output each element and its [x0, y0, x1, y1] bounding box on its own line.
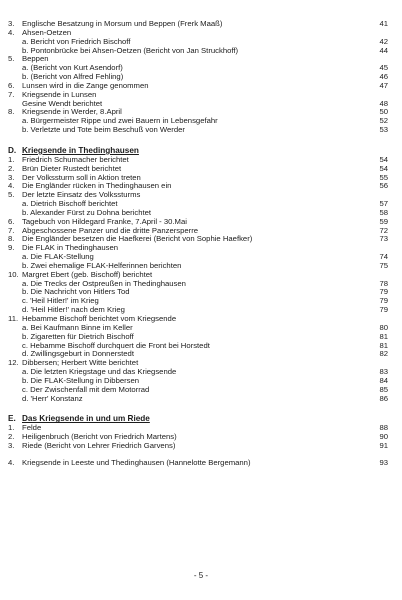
toc-entry-title: Riede (Bericht von Lehrer Friedrich Garvens)	[22, 440, 176, 450]
toc-entry-page: 79	[379, 305, 388, 315]
toc-entry-number: 6.	[8, 80, 15, 90]
toc-entry-title: Lunsen wird in die Zange genommen	[22, 80, 149, 90]
toc-entry-page: 42	[379, 36, 388, 46]
toc-section-heading	[8, 415, 392, 424]
toc-entry-title: a. Die Trecks der Ostpreußen in Thedinghausen	[22, 278, 186, 288]
toc-entry-title: b. Alexander Fürst zu Dohna berichtet	[22, 207, 152, 217]
toc-entry-page: 45	[379, 63, 388, 73]
toc-entry-page: 54	[379, 154, 388, 164]
toc-entry	[8, 459, 392, 468]
toc-entry-title: b. Die FLAK-Stellung in Dibbersen	[22, 375, 140, 385]
toc-entry-title: b. Pontonbrücke bei Ahsen-Oetzen (Bericht von Jan Struckhoff)	[22, 45, 239, 55]
toc-entry-title: b. Zwei ehemalige FLAK-Helferinnen berichten	[22, 260, 182, 270]
toc-entry-title: c. Hebamme Bischoff durchquert die Front bei Horstedt	[22, 340, 210, 350]
toc-entry-number: 1.	[8, 423, 15, 433]
toc-entry-title: Gesine Wendt berichtet	[22, 98, 103, 108]
toc-entry-page: 46	[379, 72, 388, 82]
toc-entry-page: 82	[379, 349, 388, 359]
toc-entry-number: 1.	[8, 154, 15, 164]
toc-entry-title: d. 'Herr' Konstanz	[22, 393, 83, 403]
toc-entry-title: a. Die FLAK-Stellung	[22, 252, 94, 262]
toc-entry-number: 5.	[8, 190, 15, 200]
toc-entry-page: 81	[379, 331, 388, 341]
toc-entry-page: 91	[379, 440, 388, 450]
toc-entry-page: 55	[379, 172, 388, 182]
toc-entry-title: Brün Dieter Rustedt berichtet	[22, 163, 122, 173]
toc-entry-page: 80	[379, 322, 388, 332]
toc-entry-number: 4.	[8, 181, 15, 191]
toc-entry-title: Heiligenbruch (Bericht von Friedrich Martens)	[22, 432, 177, 442]
toc-entry	[8, 442, 392, 451]
toc-entry-title: Kriegsende in Thedinghausen	[22, 145, 139, 155]
toc-entry-page: 90	[379, 432, 388, 442]
toc-entry-title: Die FLAK in Thedinghausen	[22, 243, 119, 253]
toc-entry-page: 47	[379, 80, 388, 90]
toc-entry-page: 79	[379, 287, 388, 297]
toc-entry-page: 78	[379, 278, 388, 288]
toc-entry-number: 10.	[8, 269, 19, 279]
toc-entry-title: Die Engländer besetzen die Haefkerei (Bericht von Sophie Haefker)	[22, 234, 253, 244]
toc-entry	[8, 395, 392, 404]
toc-entry-title: Abgeschossene Panzer und die dritte Panzersperre	[22, 225, 199, 235]
page-number-footer: - 5 -	[193, 571, 209, 580]
toc-entry-page: 73	[379, 234, 388, 244]
toc-entry-number: 3.	[8, 19, 15, 28]
toc-entry-title: a. Bürgermeister Rippe und zwei Bauern in Lebensgefahr	[22, 116, 218, 126]
toc-entry-number: E.	[8, 414, 16, 424]
toc-entry-title: d. Zwillingsgeburt in Donnerstedt	[22, 349, 134, 359]
toc-entry-title: Beppen	[22, 54, 49, 64]
toc-entry-title: c. Der Zwischenfall mit dem Motorrad	[22, 384, 150, 394]
toc-entry-title: Die Engländer rücken in Thedinghausen ein	[22, 181, 172, 191]
toc-entry-title: Englische Besatzung in Morsum und Beppen (Frerk Maaß)	[22, 19, 223, 28]
toc-entry-number: 9.	[8, 243, 15, 253]
toc-entry-title: a. Dietrich Bischoff berichtet	[22, 199, 118, 209]
toc-entry-title: Kriegsende in Lunsen	[22, 89, 97, 99]
toc-entry-title: Kriegsende in Werder, 8.April	[22, 107, 122, 117]
toc-entry-title: a. Bericht von Friedrich Bischoff	[22, 36, 131, 46]
toc-entry-number: 3.	[8, 172, 15, 182]
toc-entry-page: 88	[379, 423, 388, 433]
toc-entry-page: 54	[379, 163, 388, 173]
toc-entry-page: 72	[379, 225, 388, 235]
toc-entry-title: Tagebuch von Hildegard Franke, 7.April - 30.Mai	[22, 216, 187, 226]
toc-entry-number: 4.	[8, 27, 15, 37]
toc-entry-page: 74	[379, 252, 388, 262]
toc-entry-number: 2.	[8, 163, 15, 173]
toc-entry-title: b. Zigaretten für Dietrich Bischoff	[22, 331, 134, 341]
toc-entry-page: 50	[379, 107, 388, 117]
toc-entry-title: c. 'Heil Hitler!' im Krieg	[22, 296, 99, 306]
toc-entry-page: 85	[379, 384, 388, 394]
toc-entry-page: 52	[379, 116, 388, 126]
toc-entry-number: 4.	[8, 457, 15, 467]
toc-entry-page: 93	[379, 457, 388, 467]
toc-entry-page: 75	[379, 260, 388, 270]
toc-entry-title: Margret Ebert (geb. Bischoff) berichtet	[22, 269, 153, 279]
toc-entry-title: Felde	[22, 423, 42, 433]
toc-entry-page: 86	[379, 393, 388, 403]
toc-entry	[8, 47, 392, 56]
toc-entry-page: 84	[379, 375, 388, 385]
toc-entry-title: a. (Bericht von Kurt Asendorf)	[22, 63, 123, 73]
toc-entry-page: 44	[379, 45, 388, 55]
toc-entry-number: 12.	[8, 358, 19, 368]
toc-entry-page: 79	[379, 296, 388, 306]
toc-entry-page: 83	[379, 367, 388, 377]
toc-entry-title: Dibbersen; Herbert Witte berichtet	[22, 358, 139, 368]
toc-entry-title: Friedrich Schumacher berichtet	[22, 154, 129, 164]
toc-entry-number: 6.	[8, 216, 15, 226]
toc-entry-page: 81	[379, 340, 388, 350]
toc-entry-title: b. Die Nachricht von Hitlers Tod	[22, 287, 130, 297]
toc-entry-page: 56	[379, 181, 388, 191]
toc-entry-title: a. Die letzten Kriegstage und das Kriegsende	[22, 367, 177, 377]
toc-entry-page: 53	[379, 125, 388, 135]
toc-entry-title: d. 'Heil Hitler!' nach dem Krieg	[22, 305, 125, 315]
toc-entry-title: Der letzte Einsatz des Volkssturms	[22, 190, 141, 200]
toc-entry-title: Hebamme Bischoff berichtet vom Kriegsende	[22, 314, 177, 323]
toc-entry-number: D.	[8, 145, 17, 155]
toc-entry	[8, 126, 392, 135]
toc-entry-number: 7.	[8, 89, 15, 99]
toc-entry-number: 11.	[8, 314, 19, 323]
toc-entry-page: 41	[379, 19, 388, 28]
toc-entry-page: 48	[379, 98, 388, 108]
toc-entry-number: 7.	[8, 225, 15, 235]
toc-entry-page: 57	[379, 199, 388, 209]
toc-entry-number: 5.	[8, 54, 15, 64]
toc-entry-title: b. (Bericht von Alfred Fehling)	[22, 72, 124, 82]
toc-entry-number: 8.	[8, 234, 15, 244]
toc-entry-title: Ahsen-Oetzen	[22, 27, 72, 37]
toc-entry-title: Kriegsende in Leeste und Thedinghausen (Hannelotte Bergemann)	[22, 457, 251, 467]
toc-entry-title: a. Bei Kaufmann Binne im Keller	[22, 322, 133, 332]
toc-entry-number: 3.	[8, 440, 15, 450]
toc-entry-title: b. Verletzte und Tote beim Beschuß von Werder	[22, 125, 185, 135]
toc-entry-page: 58	[379, 207, 388, 217]
toc-entry-number: 8.	[8, 107, 15, 117]
table-of-contents	[8, 20, 392, 468]
toc-entry-page: 59	[379, 216, 388, 226]
toc-entry-number: 2.	[8, 432, 15, 442]
toc-entry-title: Das Kriegsende in und um Riede	[22, 414, 150, 424]
toc-entry-title: Der Volkssturm soll in Aktion treten	[22, 172, 141, 182]
